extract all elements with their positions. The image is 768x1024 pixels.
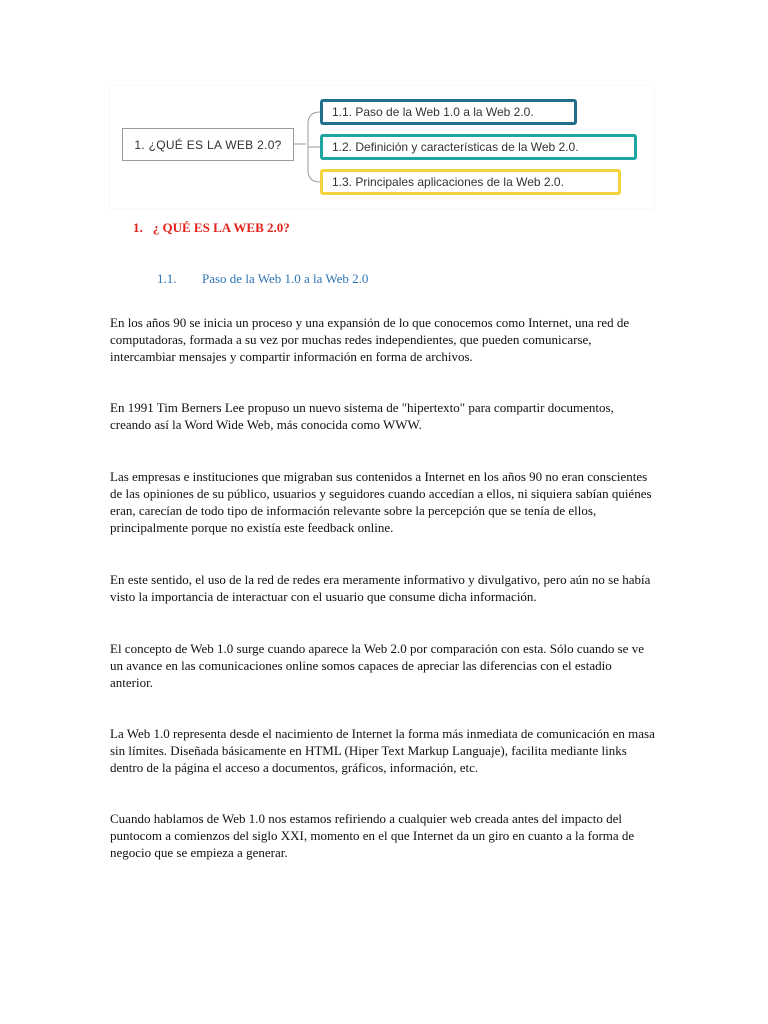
paragraph: Las empresas e instituciones que migraban sus contenidos a Internet en los años 90 no eran conscientes de las opiniones de su público, usuarios y seguidores cuando accedían a ellos, ni siquiera sabían quiénes eran, carecían de todo tipo de información relevante sobre la percepción que se tenía de ellos, principalmente porque no existía este feedback online. <box>110 469 652 535</box>
paragraph: En 1991 Tim Berners Lee propuso un nuevo sistema de "hipertexto" para compartir documentos, creando así la Word Wide Web, más conocida como WWW. <box>110 400 614 432</box>
paragraph: En este sentido, el uso de la red de redes era meramente informativo y divulgativo, pero aún no se había visto la importancia de interactuar con el usuario que consume dicha información. <box>110 572 651 604</box>
paragraph: Cuando hablamos de Web 1.0 nos estamos refiriendo a cualquier web creada antes del impacto del puntocom a comienzos del siglo XXI, momento en el que Internet da un giro en cuanto a la forma de negocio que se empieza a generar. <box>110 811 635 860</box>
section-heading-title: ¿ QUÉ ES LA WEB 2.0? <box>152 220 290 235</box>
paragraph: El concepto de Web 1.0 surge cuando aparece la Web 2.0 por comparación con esta. Sólo cuando se ve un avance en las comunicaciones online somos capaces de apreciar las diferencias con el estadio anterior. <box>110 641 644 690</box>
subsection-heading-title: Paso de la Web 1.0 a la Web 2.0 <box>202 271 369 286</box>
diagram-main-box: 1. ¿QUÉ ES LA WEB 2.0? <box>122 128 294 161</box>
subsection-heading <box>157 271 368 287</box>
paragraph: En los años 90 se inicia un proceso y una expansión de lo que conocemos como Internet, una red de computadoras, formada a su vez por muchas redes independientes, que pueden comunicarse, intercambiar mensajes y compartir información en forma de archivos. <box>110 315 630 364</box>
diagram-item-3: 1.3. Principales aplicaciones de la Web 2.0. <box>320 169 621 195</box>
subsection-heading-number: 1.1. <box>157 271 177 286</box>
section-heading <box>133 220 290 236</box>
diagram-item-2: 1.2. Definición y características de la Web 2.0. <box>320 134 637 160</box>
diagram-item-1: 1.1. Paso de la Web 1.0 a la Web 2.0. <box>320 99 577 125</box>
paragraph: La Web 1.0 representa desde el nacimiento de Internet la forma más inmediata de comunicación en masa sin límites. Diseñada básicamente en HTML (Hiper Text Markup Languaje), facilita mediante links dentro de la página el acceso a documentos, gráficos, información, etc. <box>110 726 655 775</box>
concept-diagram <box>110 86 654 208</box>
section-heading-number: 1. <box>133 220 143 235</box>
